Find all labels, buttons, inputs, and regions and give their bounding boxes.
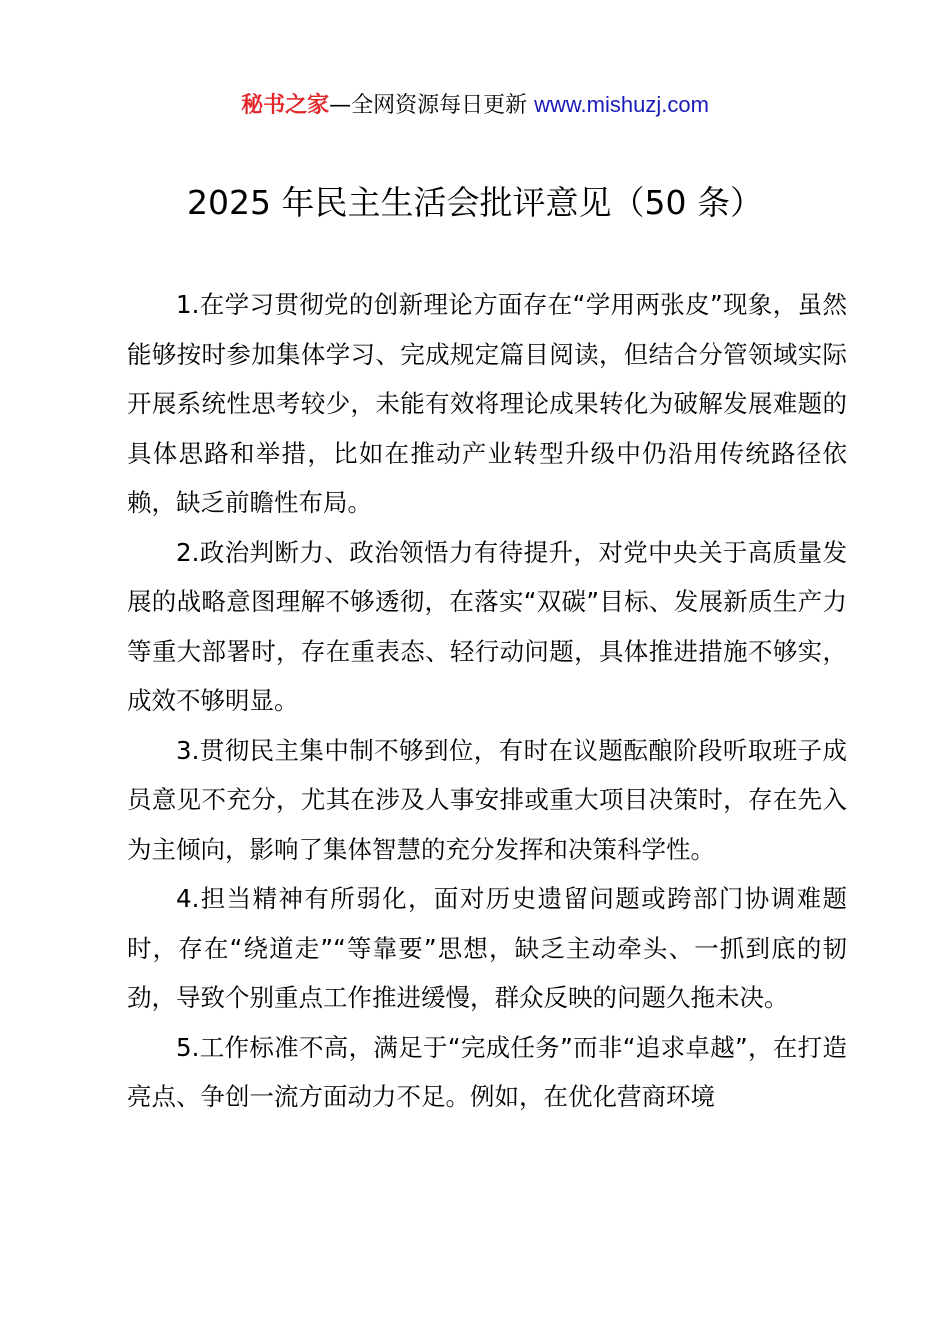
site-url-link[interactable]: www.mishuzj.com	[534, 92, 709, 117]
paragraph-3: 3.贯彻民主集中制不够到位，有时在议题酝酿阶段听取班子成员意见不充分，尤其在涉及人事安排或重大项目决策时，存在先入为主倾向，影响了集体智慧的充分发挥和决策科学性。	[127, 735, 847, 864]
document-body	[127, 280, 847, 1122]
paragraph-5: 5.工作标准不高，满足于“完成任务”而非“追求卓越”，在打造亮点、争创一流方面动力不足。例如，在优化营商环境	[127, 1032, 847, 1111]
site-header	[0, 88, 950, 123]
paragraph-1: 1.在学习贯彻党的创新理论方面存在“学用两张皮”现象，虽然能够按时参加集体学习、完成规定篇目阅读，但结合分管领域实际开展系统性思考较少，未能有效将理论成果转化为破解发展难题的具体思路和举措，比如在推动产业转型升级中仍沿用传统路径依赖，缺乏前瞻性布局。	[127, 290, 847, 517]
site-tagline: —全网资源每日更新	[329, 93, 535, 118]
document-title: 2025 年民主生活会批评意见（50 条）	[187, 183, 763, 222]
paragraph-2: 2.政治判断力、政治领悟力有待提升，对党中央关于高质量发展的战略意图理解不够透彻，在落实“双碳”目标、发展新质生产力等重大部署时，存在重表态、轻行动问题，具体推进措施不够实，成效不够明显。	[127, 537, 847, 715]
site-brand: 秘书之家	[241, 93, 330, 118]
paragraph-4: 4.担当精神有所弱化，面对历史遗留问题或跨部门协调难题时，存在“绕道走”“等靠要”思想，缺乏主动牵头、一抓到底的韧劲，导致个别重点工作推进缓慢，群众反映的问题久拖未决。	[127, 884, 847, 1012]
